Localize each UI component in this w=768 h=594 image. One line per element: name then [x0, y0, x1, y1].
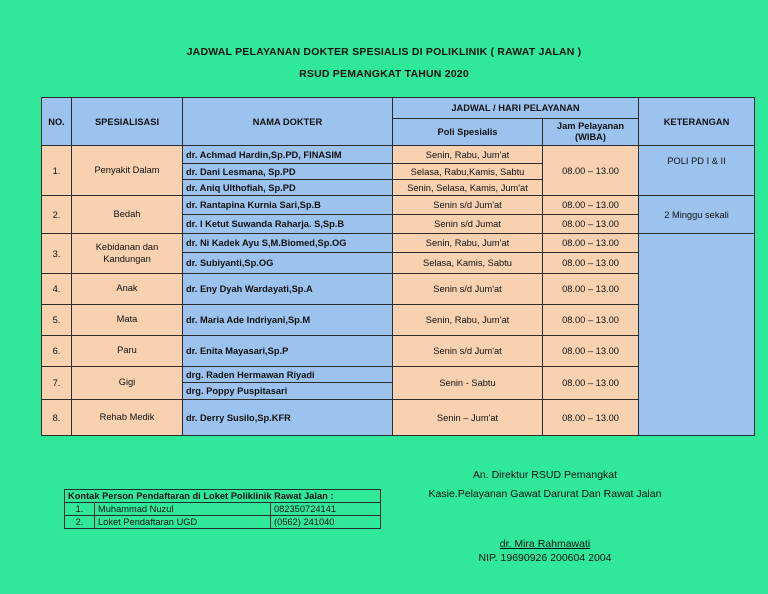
row-spesialisasi: Anak — [72, 274, 183, 305]
row-spesialisasi: Bedah — [72, 196, 183, 234]
poli-days: Senin s/d Jum'at — [393, 336, 543, 367]
row-spesialisasi: Penyakit Dalam — [72, 146, 183, 196]
row-spesialisasi: Kebidanan dan Kandungan — [72, 234, 183, 274]
doctor-name: dr. Dani Lesmana, Sp.PD — [183, 164, 393, 180]
header-keterangan: KETERANGAN — [639, 98, 755, 146]
contact-table — [64, 489, 381, 529]
doctor-name: dr. Achmad Hardin,Sp.PD, FINASIM — [183, 146, 393, 164]
service-hours: 08.00 – 13.00 — [543, 146, 639, 196]
service-hours: 08.00 – 13.00 — [543, 274, 639, 305]
header-nama-dokter: NAMA DOKTER — [183, 98, 393, 146]
row-spesialisasi: Rehab Medik — [72, 400, 183, 436]
poli-days: Senin s/d Jumat — [393, 215, 543, 234]
doctor-name: dr. Aniq Ulthofiah, Sp.PD — [183, 180, 393, 196]
poli-days: Senin, Selasa, Kamis, Jum'at — [393, 180, 543, 196]
document-subtitle: RSUD PEMANGKAT TAHUN 2020 — [299, 68, 469, 80]
contact-name: Muhammad Nuzul — [95, 503, 271, 516]
doctor-name: dr. Eny Dyah Wardayati,Sp.A — [183, 274, 393, 305]
service-hours: 08.00 – 13.00 — [543, 234, 639, 253]
document-title: JADWAL PELAYANAN DOKTER SPESIALIS DI POLIKLINIK ( RAWAT JALAN ) — [186, 46, 582, 58]
row-no: 8. — [42, 400, 72, 436]
header-no: NO. — [42, 98, 72, 146]
contact-phone: 082350724141 — [271, 503, 381, 516]
keterangan-empty — [639, 234, 755, 436]
service-hours: 08.00 – 13.00 — [543, 400, 639, 436]
doctor-name: dr. Subiyanti,Sp.OG — [183, 253, 393, 274]
doctor-name: dr. I Ketut Suwanda Raharja. S,Sp.B — [183, 215, 393, 234]
keterangan-note: 2 Minggu sekali — [639, 196, 755, 234]
poli-days: Selasa, Kamis, Sabtu — [393, 253, 543, 274]
service-hours: 08.00 – 13.00 — [543, 253, 639, 274]
row-no: 4. — [42, 274, 72, 305]
header-spesialisasi: SPESIALISASI — [72, 98, 183, 146]
doctor-name: dr. Ni Kadek Ayu S,M.Biomed,Sp.OG — [183, 234, 393, 253]
header-poli: Poli Spesialis — [393, 119, 543, 146]
schedule-table — [41, 97, 755, 436]
doctor-name: dr. Derry Susilo,Sp.KFR — [183, 400, 393, 436]
service-hours: 08.00 – 13.00 — [543, 336, 639, 367]
row-no: 5. — [42, 305, 72, 336]
row-spesialisasi: Gigi — [72, 367, 183, 400]
row-no: 7. — [42, 367, 72, 400]
keterangan-note: POLI PD I & II — [639, 146, 755, 196]
service-hours: 08.00 – 13.00 — [543, 305, 639, 336]
doctor-name: drg. Poppy Puspitasari — [183, 383, 393, 400]
poli-days: Senin s/d Jum'at — [393, 274, 543, 305]
contact-no: 2. — [65, 516, 95, 529]
row-no: 3. — [42, 234, 72, 274]
contact-phone: (0562) 241040 — [271, 516, 381, 529]
contact-no: 1. — [65, 503, 95, 516]
signatory-name: dr. Mira Rahmawati — [499, 538, 591, 550]
poli-days: Senin – Jum'at — [393, 400, 543, 436]
poli-days: Senin, Rabu, Jum'at — [393, 234, 543, 253]
service-hours: 08.00 – 13.00 — [543, 215, 639, 234]
service-hours: 08.00 – 13.00 — [543, 196, 639, 215]
header-jadwal: JADWAL / HARI PELAYANAN — [393, 98, 639, 119]
signature-line1: An. Direktur RSUD Pemangkat — [472, 469, 618, 481]
row-no: 2. — [42, 196, 72, 234]
row-no: 6. — [42, 336, 72, 367]
header-jam: Jam Pelayanan (WIBA) — [543, 119, 639, 146]
doctor-name: dr. Enita Mayasari,Sp.P — [183, 336, 393, 367]
poli-days: Senin - Sabtu — [393, 367, 543, 400]
service-hours: 08.00 – 13.00 — [543, 367, 639, 400]
doctor-name: drg. Raden Hermawan Riyadi — [183, 367, 393, 383]
contact-heading: Kontak Person Pendaftaran di Loket Poliklinik Rawat Jalan : — [65, 490, 381, 503]
signatory-nip: NIP. 19690926 200604 2004 — [478, 552, 612, 564]
poli-days: Senin, Rabu, Jum'at — [393, 305, 543, 336]
row-spesialisasi: Paru — [72, 336, 183, 367]
row-spesialisasi: Mata — [72, 305, 183, 336]
signature-line2: Kasie.Pelayanan Gawat Darurat Dan Rawat Jalan — [428, 488, 662, 500]
contact-name: Loket Pendaftaran UGD — [95, 516, 271, 529]
poli-days: Senin s/d Jum'at — [393, 196, 543, 215]
poli-days: Senin, Rabu, Jum'at — [393, 146, 543, 164]
poli-days: Selasa, Rabu,Kamis, Sabtu — [393, 164, 543, 180]
doctor-name: dr. Rantapina Kurnia Sari,Sp.B — [183, 196, 393, 215]
doctor-name: dr. Maria Ade Indriyani,Sp.M — [183, 305, 393, 336]
row-no: 1. — [42, 146, 72, 196]
